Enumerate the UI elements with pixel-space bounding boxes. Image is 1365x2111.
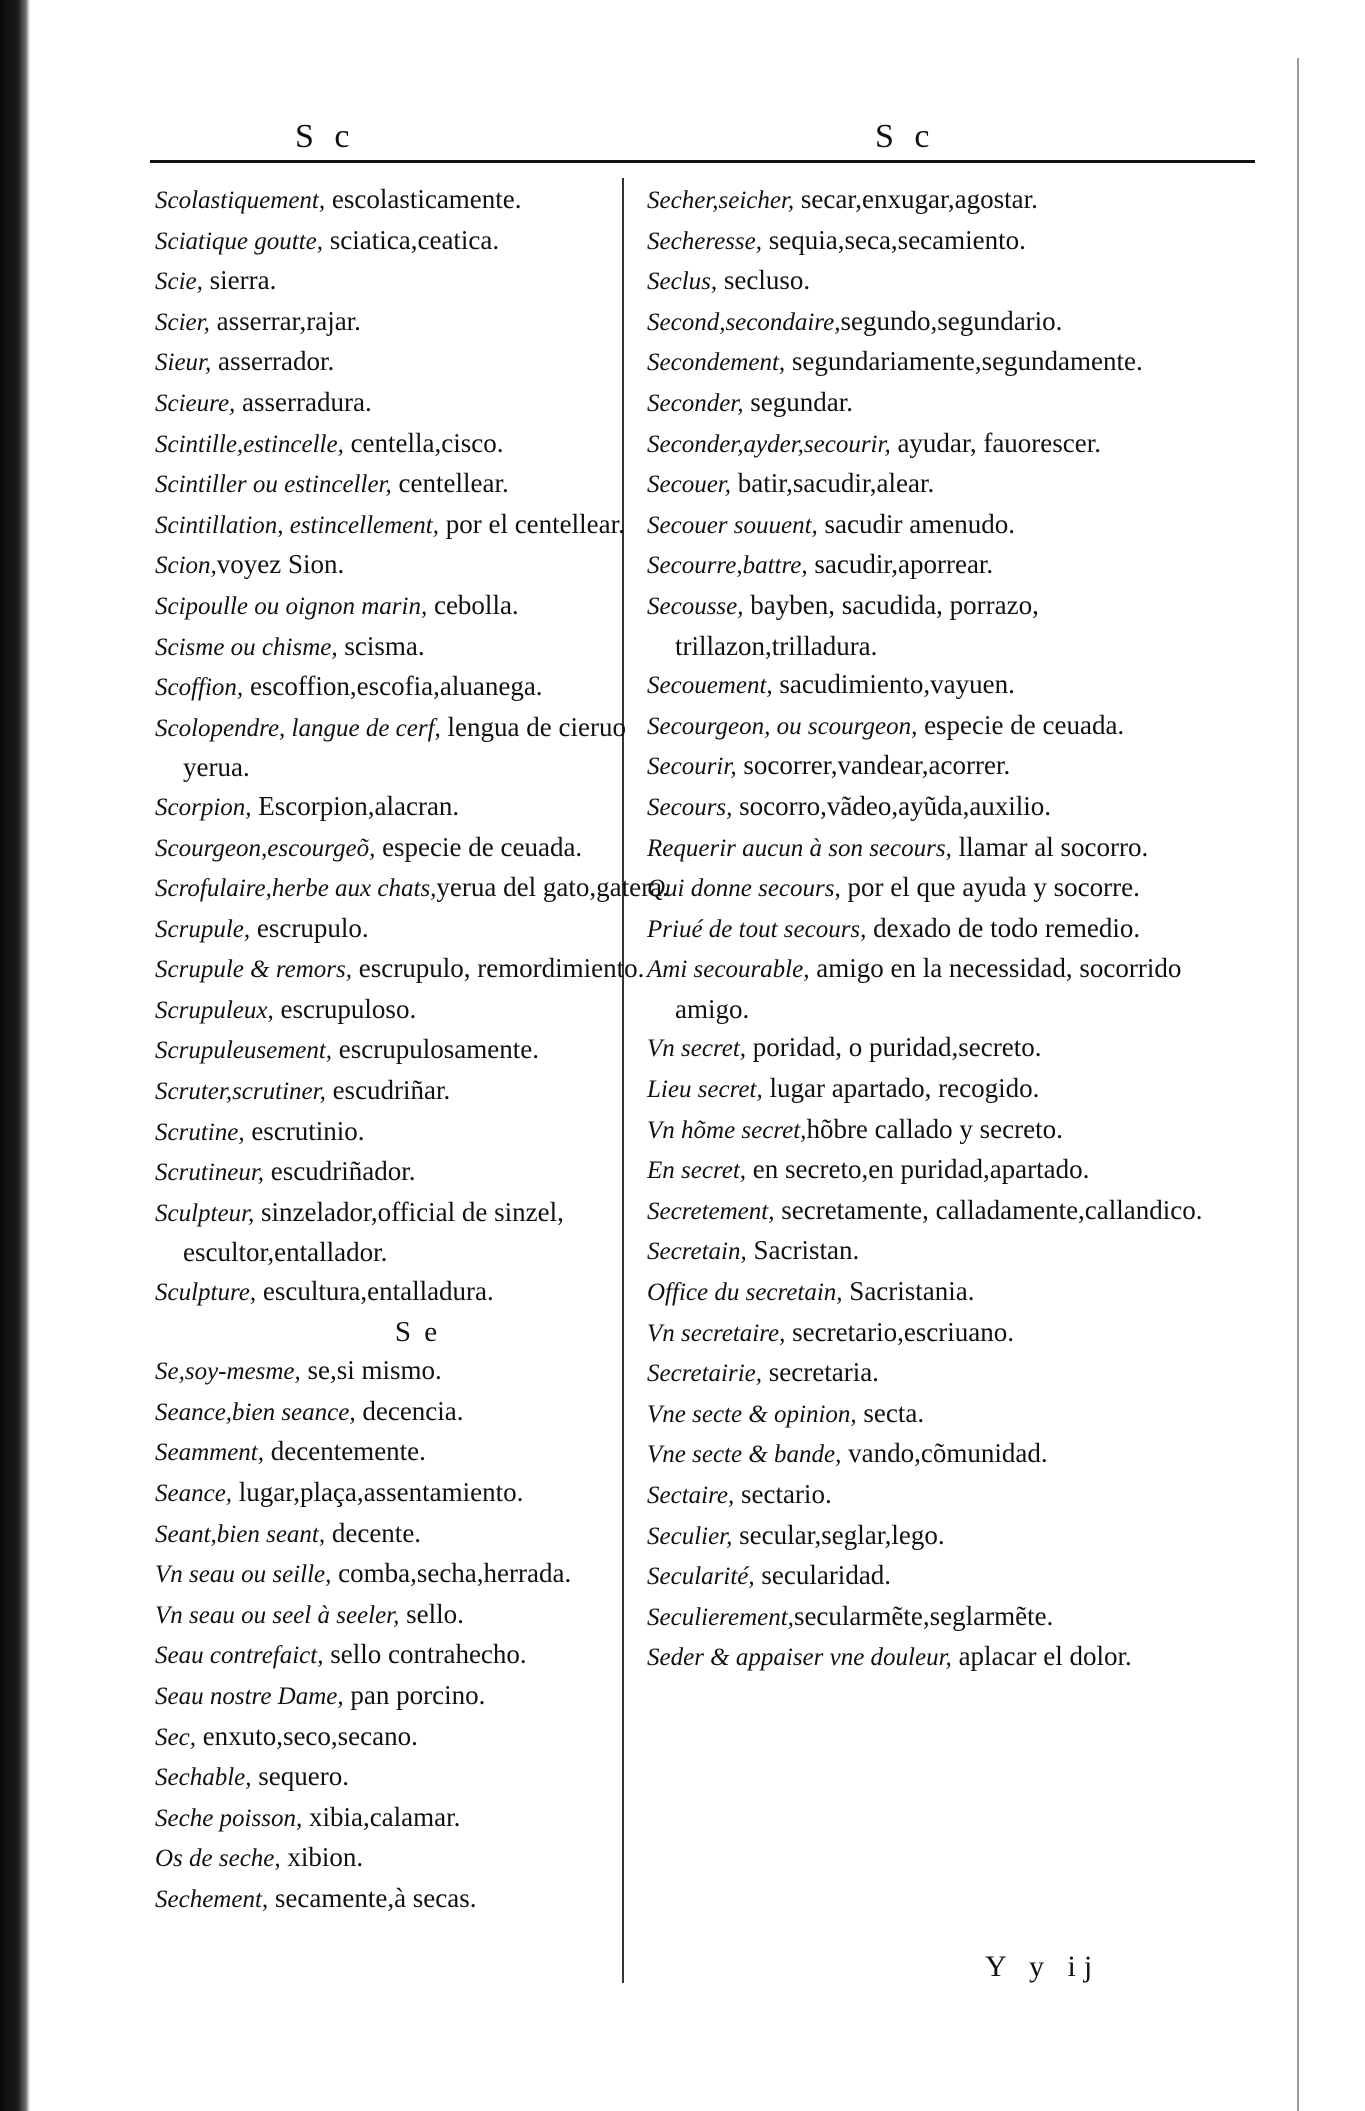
entry-headword: Secouement, bbox=[647, 672, 773, 700]
entry-headword: Scieure, bbox=[155, 389, 236, 417]
dictionary-entry bbox=[647, 180, 1239, 221]
entry-headword: Vn secretaire, bbox=[647, 1319, 786, 1347]
dictionary-entry bbox=[647, 1110, 1239, 1151]
entry-translation: scisma. bbox=[337, 630, 425, 661]
entry-headword: Scrofulaire,herbe aux chats, bbox=[155, 875, 437, 903]
entry-headword: Scisme ou chisme, bbox=[155, 633, 338, 661]
entry-headword: Office du secretain, bbox=[647, 1279, 843, 1307]
dictionary-entry bbox=[155, 1351, 680, 1392]
entry-headword: Scipoulle ou oignon marin, bbox=[155, 592, 428, 620]
entry-translation: asserradura. bbox=[235, 386, 372, 417]
dictionary-entry bbox=[155, 1798, 680, 1839]
dictionary-entry bbox=[647, 1394, 1239, 1435]
dictionary-entry bbox=[647, 342, 1239, 383]
entry-headword: Scorpion, bbox=[155, 793, 252, 821]
entry-translation: se,si mismo. bbox=[300, 1355, 442, 1386]
dictionary-entry bbox=[647, 302, 1239, 343]
entry-translation: dexado de todo remedio. bbox=[866, 912, 1141, 943]
entry-headword: Scie, bbox=[155, 268, 203, 296]
section-heading: S e bbox=[394, 1315, 441, 1348]
dictionary-entry bbox=[155, 1514, 680, 1555]
dictionary-entry bbox=[647, 949, 1239, 1028]
dictionary-entry bbox=[647, 665, 1239, 706]
dictionary-entry bbox=[647, 1434, 1239, 1475]
left-entry-list-2 bbox=[155, 1351, 680, 1919]
entry-headword: Sec, bbox=[155, 1723, 196, 1751]
entry-translation: escrupulosamente. bbox=[332, 1034, 539, 1065]
dictionary-entry bbox=[647, 868, 1239, 909]
entry-translation: lengua de cieruo yerua. bbox=[183, 711, 626, 783]
dictionary-entry bbox=[155, 342, 680, 383]
dictionary-entry bbox=[647, 1231, 1239, 1272]
entry-headword: Seder & appaiser vne douleur, bbox=[647, 1644, 952, 1672]
entry-translation: centellear. bbox=[391, 468, 509, 499]
entry-translation: amigo en la necessidad, socorrido amigo. bbox=[675, 953, 1182, 1024]
entry-translation: hõbre callado y secreto. bbox=[806, 1113, 1063, 1144]
entry-translation: especie de ceuada. bbox=[917, 709, 1125, 740]
entry-headword: Secours, bbox=[647, 793, 733, 821]
entry-headword: Vn secret, bbox=[647, 1035, 747, 1063]
dictionary-entry bbox=[155, 1717, 680, 1758]
entry-translation: sequia,seca,secamiento. bbox=[762, 224, 1026, 255]
entry-translation: bayben, sacudida, porrazo, trillazon,trilladura. bbox=[675, 589, 1039, 661]
entry-translation: yerua del gato,gatera. bbox=[436, 872, 669, 903]
dictionary-entry bbox=[647, 424, 1239, 465]
entry-headword: Seclus, bbox=[647, 268, 718, 296]
entry-headword: Scoffion, bbox=[155, 674, 244, 702]
entry-translation: asserrar,rajar. bbox=[209, 305, 361, 336]
entry-headword: Priué de tout secours, bbox=[647, 915, 867, 943]
entry-translation: poridad, o puridad,secreto. bbox=[746, 1032, 1042, 1063]
entry-translation: sinzelador,official de sinzel, escultor,entallador. bbox=[183, 1196, 564, 1268]
entry-headword: Secouer, bbox=[647, 471, 731, 499]
dictionary-entry bbox=[155, 1595, 680, 1636]
dictionary-entry bbox=[155, 627, 680, 668]
entry-headword: Secourir, bbox=[647, 753, 737, 781]
entry-translation: escolasticamente. bbox=[325, 184, 522, 214]
entry-headword: Scrupule & remors, bbox=[155, 956, 352, 984]
dictionary-entry bbox=[647, 383, 1239, 424]
entry-headword: Seconder, bbox=[647, 389, 744, 417]
dictionary-entry bbox=[155, 424, 680, 465]
dictionary-entry bbox=[155, 1030, 680, 1071]
entry-headword: Secheresse, bbox=[647, 227, 762, 255]
entry-translation: socorro,vãdeo,ayũda,auxilio. bbox=[732, 790, 1052, 821]
entry-headword: Ami secourable, bbox=[647, 956, 810, 984]
entry-headword: En secret, bbox=[647, 1157, 747, 1185]
entry-translation: centella,cisco. bbox=[343, 427, 504, 458]
entry-translation: sello contrahecho. bbox=[323, 1639, 527, 1670]
dictionary-entry bbox=[647, 1313, 1239, 1354]
entry-translation: enxuto,seco,secano. bbox=[195, 1720, 418, 1751]
entry-translation: xibion. bbox=[280, 1842, 364, 1873]
entry-translation: sequero. bbox=[251, 1761, 349, 1792]
entry-headword: Scrupuleux, bbox=[155, 996, 274, 1024]
entry-headword: Seamment, bbox=[155, 1439, 264, 1467]
entry-translation: decentemente. bbox=[264, 1436, 426, 1467]
entry-translation: escultura,entalladura. bbox=[256, 1276, 494, 1307]
entry-translation: secretamente, calladamente,callandico. bbox=[774, 1194, 1203, 1225]
dictionary-entry bbox=[155, 221, 680, 262]
dictionary-entry bbox=[155, 302, 680, 343]
entry-headword: Seconder,ayder,secourir, bbox=[647, 430, 891, 458]
right-entry-list bbox=[647, 180, 1239, 1678]
dictionary-entry bbox=[155, 1193, 680, 1272]
entry-headword: Seau nostre Dame, bbox=[155, 1682, 344, 1710]
entry-translation: en secreto,en puridad,apartado. bbox=[746, 1154, 1090, 1185]
entry-translation: escudriñador. bbox=[264, 1156, 416, 1187]
entry-headword: Vne secte & bande, bbox=[647, 1441, 842, 1469]
entry-translation: secluso. bbox=[717, 265, 811, 296]
entry-headword: Sciatique goutte, bbox=[155, 227, 324, 255]
dictionary-entry bbox=[647, 1191, 1239, 1232]
entry-translation: escrupulo, remordimiento. bbox=[351, 953, 645, 984]
entry-translation: voyez Sion. bbox=[216, 549, 345, 580]
entry-translation: secularmẽte,seglarmẽte. bbox=[793, 1600, 1054, 1631]
entry-headword: Secourgeon, ou scourgeon, bbox=[647, 712, 918, 740]
running-head-right: S c bbox=[875, 118, 936, 155]
dictionary-entry bbox=[647, 746, 1239, 787]
dictionary-entry bbox=[647, 828, 1239, 869]
dictionary-entry bbox=[155, 909, 680, 950]
entry-headword: Scintillation, estincellement, bbox=[155, 511, 439, 539]
entry-translation: pan porcino. bbox=[343, 1679, 486, 1710]
header-rule bbox=[150, 160, 1255, 163]
entry-translation: llamar al socorro. bbox=[951, 831, 1149, 862]
entry-translation: sciatica,ceatica. bbox=[323, 224, 500, 255]
dictionary-entry bbox=[155, 1152, 680, 1193]
dictionary-entry bbox=[155, 1554, 680, 1595]
entry-headword: Scintille,estincelle, bbox=[155, 430, 344, 458]
entry-headword: Sectaire, bbox=[647, 1482, 735, 1509]
entry-headword: Lieu secret, bbox=[647, 1076, 763, 1104]
entry-translation: asserrador. bbox=[211, 346, 335, 377]
entry-translation: escrupulo. bbox=[250, 912, 369, 943]
entry-translation: sectario. bbox=[734, 1479, 832, 1509]
dictionary-entry bbox=[647, 787, 1239, 828]
entry-translation: secta. bbox=[856, 1397, 925, 1428]
entry-headword: Secher,seicher, bbox=[647, 187, 795, 214]
entry-translation: segundar. bbox=[743, 386, 853, 417]
dictionary-entry bbox=[647, 464, 1239, 505]
dictionary-entry bbox=[647, 1028, 1239, 1069]
entry-headword: Scrupuleusement, bbox=[155, 1037, 333, 1065]
entry-headword: Sculpteur, bbox=[155, 1199, 255, 1227]
entry-headword: Sechable, bbox=[155, 1764, 252, 1792]
entry-headword: Secularité, bbox=[647, 1563, 755, 1591]
dictionary-entry bbox=[647, 1272, 1239, 1313]
dictionary-entry bbox=[647, 1637, 1239, 1678]
dictionary-entry bbox=[647, 221, 1239, 262]
entry-headword: Second,secondaire, bbox=[647, 308, 841, 336]
dictionary-entry bbox=[155, 787, 680, 828]
entry-translation: comba,secha,herrada. bbox=[331, 1558, 572, 1589]
entry-headword: Seculierement, bbox=[647, 1603, 794, 1631]
left-entry-list bbox=[155, 180, 680, 1313]
entry-translation: sierra. bbox=[202, 265, 277, 296]
entry-translation: segundo,segundario. bbox=[840, 305, 1063, 336]
entry-headword: Requerir aucun à son secours, bbox=[647, 834, 952, 862]
entry-headword: Vn hõme secret, bbox=[647, 1116, 807, 1144]
book-binding-shadow bbox=[0, 0, 30, 2111]
entry-translation: escudriñar. bbox=[325, 1075, 451, 1106]
entry-translation: Sacristan. bbox=[746, 1235, 860, 1266]
entry-headword: Vne secte & opinion, bbox=[647, 1400, 857, 1428]
dictionary-entry bbox=[647, 505, 1239, 546]
entry-translation: batir,sacudir,alear. bbox=[731, 468, 935, 499]
entry-translation: secularidad. bbox=[754, 1560, 892, 1591]
entry-headword: Seche poisson, bbox=[155, 1804, 303, 1832]
dictionary-entry bbox=[647, 1475, 1239, 1516]
entry-translation: decencia. bbox=[355, 1395, 464, 1426]
dictionary-entry bbox=[155, 545, 680, 586]
dictionary-entry bbox=[155, 1473, 680, 1514]
dictionary-entry bbox=[155, 1112, 680, 1153]
dictionary-entry bbox=[647, 1597, 1239, 1638]
dictionary-entry bbox=[155, 990, 680, 1031]
entry-headword: Scrutine, bbox=[155, 1118, 245, 1146]
entry-headword: Secourre,battre, bbox=[647, 552, 808, 580]
entry-headword: Secretain, bbox=[647, 1238, 747, 1266]
dictionary-entry bbox=[155, 1879, 680, 1920]
dictionary-entry bbox=[647, 1150, 1239, 1191]
dictionary-entry bbox=[155, 1635, 680, 1676]
dictionary-entry bbox=[647, 706, 1239, 747]
dictionary-entry bbox=[155, 1757, 680, 1798]
entry-headword: Scier, bbox=[155, 308, 210, 336]
dictionary-entry bbox=[647, 1556, 1239, 1597]
entry-headword: Secondement, bbox=[647, 349, 786, 377]
entry-headword: Scrupule, bbox=[155, 915, 251, 943]
entry-headword: Sechement, bbox=[155, 1885, 269, 1913]
entry-translation: secular,seglar,lego. bbox=[732, 1519, 945, 1550]
entry-headword: Scourgeon,escourgeõ, bbox=[155, 834, 376, 862]
dictionary-entry bbox=[155, 1272, 680, 1313]
running-head-left: S c bbox=[295, 118, 356, 155]
signature-mark: Y y ij bbox=[985, 1950, 1101, 1983]
dictionary-entry bbox=[155, 949, 680, 990]
entry-translation: especie de ceuada. bbox=[375, 831, 583, 862]
entry-headword: Secousse, bbox=[647, 592, 744, 620]
page-edge bbox=[1297, 58, 1299, 2111]
dictionary-entry bbox=[155, 1432, 680, 1473]
entry-headword: Scion, bbox=[155, 552, 217, 580]
dictionary-entry bbox=[155, 383, 680, 424]
entry-translation: xibia,calamar. bbox=[302, 1801, 461, 1832]
entry-headword: Scolopendre, langue de cerf, bbox=[155, 714, 441, 742]
entry-translation: segundariamente,segundamente. bbox=[785, 346, 1143, 377]
dictionary-entry bbox=[155, 667, 680, 708]
dictionary-entry bbox=[155, 586, 680, 627]
entry-translation: sello. bbox=[399, 1598, 464, 1629]
dictionary-entry bbox=[155, 1392, 680, 1433]
right-column bbox=[647, 180, 1239, 1678]
dictionary-page bbox=[55, 90, 1250, 2080]
dictionary-entry bbox=[647, 1516, 1239, 1557]
entry-translation: socorrer,vandear,acorrer. bbox=[736, 750, 1011, 781]
entry-headword: Seance, bbox=[155, 1480, 233, 1507]
dictionary-entry bbox=[155, 828, 680, 869]
dictionary-entry bbox=[155, 868, 680, 909]
entry-headword: Seculier, bbox=[647, 1522, 733, 1550]
entry-translation: secretario,escriuano. bbox=[785, 1316, 1015, 1347]
dictionary-entry bbox=[155, 1676, 680, 1717]
entry-headword: Sieur, bbox=[155, 349, 212, 377]
dictionary-entry bbox=[155, 180, 680, 221]
entry-translation: lugar,plaça,assentamiento. bbox=[232, 1477, 524, 1507]
entry-headword: Scolastiquement, bbox=[155, 187, 326, 214]
dictionary-entry bbox=[155, 708, 680, 787]
entry-headword: Scrutineur, bbox=[155, 1159, 265, 1187]
dictionary-entry bbox=[155, 1838, 680, 1879]
dictionary-entry bbox=[647, 909, 1239, 950]
entry-headword: Seance,bien seance, bbox=[155, 1398, 356, 1426]
dictionary-entry bbox=[647, 545, 1239, 586]
entry-headword: Secretement, bbox=[647, 1197, 775, 1225]
dictionary-entry bbox=[647, 586, 1239, 665]
entry-translation: sacudimiento,vayuen. bbox=[772, 669, 1015, 700]
entry-translation: aplacar el dolor. bbox=[951, 1641, 1132, 1672]
dictionary-entry bbox=[155, 1071, 680, 1112]
entry-translation: cebolla. bbox=[427, 589, 519, 620]
entry-translation: secretaria. bbox=[762, 1357, 879, 1388]
entry-headword: Scruter,scrutiner, bbox=[155, 1078, 326, 1106]
dictionary-entry bbox=[647, 1069, 1239, 1110]
dictionary-entry bbox=[647, 1353, 1239, 1394]
entry-headword: Sculpture, bbox=[155, 1279, 257, 1307]
left-column bbox=[155, 180, 680, 1920]
entry-translation: vando,cõmunidad. bbox=[841, 1438, 1048, 1469]
entry-headword: Os de seche, bbox=[155, 1845, 281, 1873]
entry-headword: Qui donne secours, bbox=[647, 875, 841, 903]
dictionary-entry bbox=[155, 261, 680, 302]
entry-headword: Secouer souuent, bbox=[647, 511, 818, 539]
entry-translation: por el centellear. bbox=[438, 508, 625, 539]
entry-headword: Scintiller ou estinceller, bbox=[155, 471, 392, 499]
entry-translation: Escorpion,alacran. bbox=[251, 790, 460, 821]
entry-headword: Vn seau ou seille, bbox=[155, 1561, 332, 1589]
dictionary-entry bbox=[155, 505, 680, 546]
dictionary-entry bbox=[647, 261, 1239, 302]
entry-translation: lugar apartado, recogido. bbox=[762, 1073, 1040, 1104]
entry-translation: ayudar, fauorescer. bbox=[890, 427, 1102, 458]
entry-translation: Sacristania. bbox=[842, 1276, 975, 1307]
entry-translation: sacudir amenudo. bbox=[817, 508, 1015, 539]
dictionary-entry bbox=[155, 464, 680, 505]
entry-translation: sacudir,aporrear. bbox=[807, 549, 994, 580]
entry-translation: escrutinio. bbox=[244, 1115, 365, 1146]
entry-headword: Vn seau ou seel à seeler, bbox=[155, 1601, 400, 1629]
entry-headword: Seant,bien seant, bbox=[155, 1520, 326, 1548]
entry-translation: por el que ayuda y socorre. bbox=[840, 872, 1140, 903]
entry-translation: decente. bbox=[325, 1517, 422, 1548]
entry-translation: escrupuloso. bbox=[273, 993, 417, 1024]
entry-translation: secar,enxugar,agostar. bbox=[794, 184, 1038, 214]
entry-headword: Seau contrefaict, bbox=[155, 1642, 324, 1670]
entry-headword: Se,soy-mesme, bbox=[155, 1358, 301, 1386]
entry-translation: secamente,à secas. bbox=[268, 1882, 477, 1913]
entry-headword: Secretairie, bbox=[647, 1360, 763, 1388]
entry-translation: escoffion,escofia,aluanega. bbox=[243, 671, 543, 702]
